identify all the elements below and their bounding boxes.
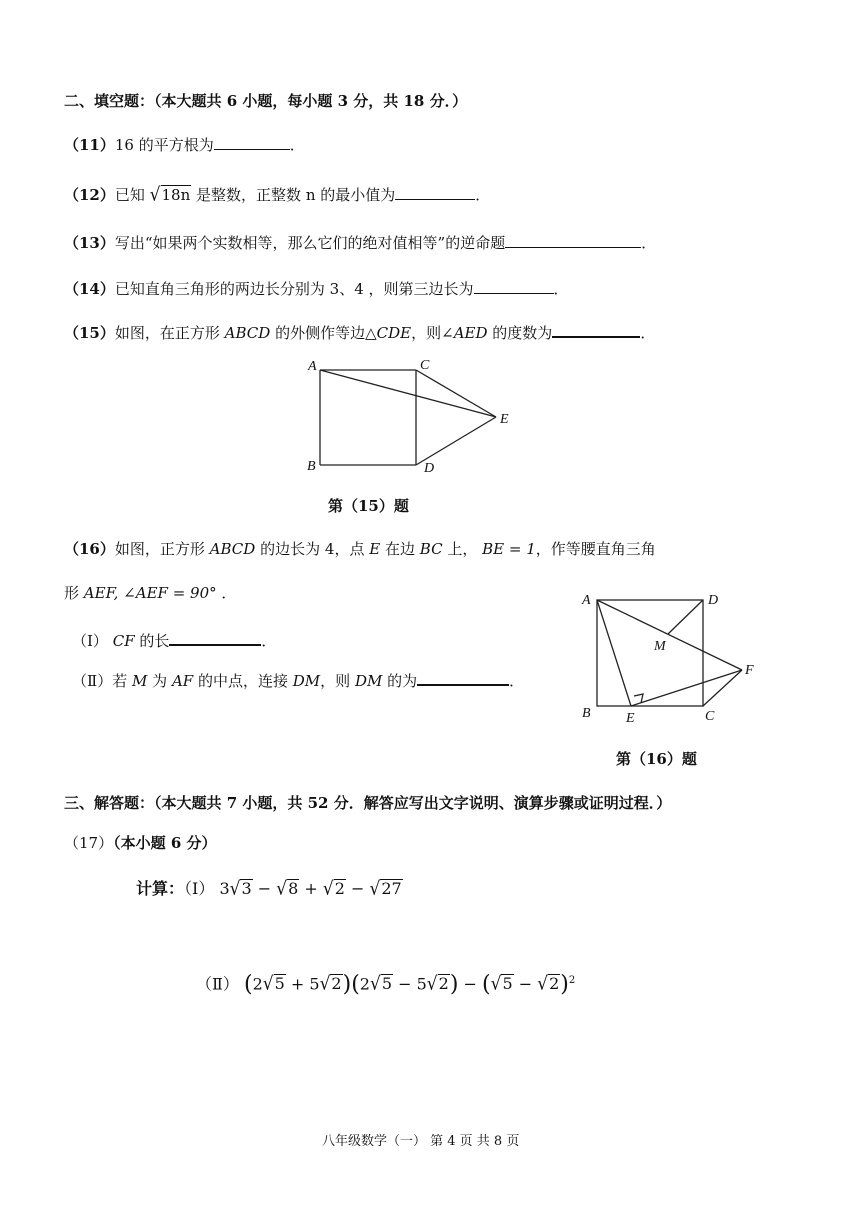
question-text: 如图，正方形	[114, 540, 205, 558]
close-paren: )	[342, 972, 352, 998]
segment-ce	[416, 370, 496, 417]
math-var: ABCD	[209, 540, 256, 558]
math-var: △CDE	[365, 324, 412, 342]
segment-de	[416, 417, 496, 465]
question-text: 若	[112, 672, 128, 690]
question-text: ，则	[411, 324, 442, 342]
coefficient: 2	[359, 974, 370, 994]
question-text: ，则	[320, 672, 351, 690]
question-text: 为	[152, 672, 168, 690]
operator: +	[304, 879, 318, 898]
label-a: A	[308, 359, 317, 374]
label-e: E	[626, 711, 635, 726]
radical-sign: √	[149, 184, 161, 206]
coefficient: 3	[219, 879, 230, 898]
operator: −	[398, 974, 412, 994]
question-text: 的中点，连接	[197, 672, 288, 690]
question-text: 上，	[447, 540, 478, 558]
question-number: （11）	[64, 136, 115, 154]
part-number: （Ⅰ）	[72, 632, 108, 650]
question-number: （12）	[64, 186, 115, 204]
sqrt-expression	[263, 973, 286, 995]
period: ．	[289, 136, 305, 154]
answer-blank[interactable]	[214, 135, 290, 150]
figure-16-diagram	[576, 586, 766, 726]
calc-label: 计算：	[136, 879, 185, 898]
page-footer: 八年级数学（一） 第 4 页 共 8 页	[322, 1134, 520, 1149]
question-text: 如图，在正方形	[114, 324, 220, 342]
question-number: （16）	[64, 540, 115, 558]
question-text: 已知	[114, 186, 145, 204]
radical-sign: √	[262, 973, 274, 996]
sqrt-expression	[150, 184, 192, 206]
coefficient: 2	[252, 974, 263, 994]
radical-sign: √	[276, 878, 288, 900]
segment-ef	[631, 670, 742, 706]
label-c: C	[420, 358, 430, 373]
question-14	[64, 278, 569, 300]
label-f: F	[745, 663, 754, 678]
math-var: CF	[112, 632, 135, 650]
question-17-part-1	[136, 878, 403, 900]
sqrt-expression	[276, 878, 299, 900]
question-text: 的度数为	[492, 324, 553, 342]
math-expression: BE = 1	[482, 540, 536, 558]
period: ．	[509, 672, 525, 690]
operator: −	[351, 879, 365, 898]
sqrt-expression	[320, 973, 343, 995]
period: ．	[553, 280, 569, 298]
operator: −	[463, 974, 477, 994]
radical-sign: √	[369, 878, 381, 900]
open-paren: (	[482, 972, 491, 998]
question-number: （13）	[64, 234, 115, 252]
question-points: （本小题 6 分）	[113, 834, 217, 852]
question-text: 的为	[387, 672, 418, 690]
radicand: 8	[288, 879, 299, 898]
label-m: M	[654, 639, 666, 654]
question-number: （14）	[64, 280, 115, 298]
math-var: M	[132, 672, 148, 690]
part-number: （Ⅱ）	[196, 974, 239, 994]
question-12	[64, 184, 490, 206]
radicand: 2	[331, 974, 342, 994]
math-var: ABCD	[224, 324, 271, 342]
answer-blank[interactable]	[169, 630, 261, 646]
label-a: A	[582, 593, 591, 608]
question-number: （15）	[64, 324, 115, 342]
question-11	[64, 134, 305, 156]
question-text: 的边长为	[260, 540, 321, 558]
answer-blank[interactable]	[395, 185, 475, 200]
section-heading-solve: 三、解答题：（本大题共 7 小题，共 52 分．解答应写出文字说明、演算步骤或证明过程．）	[64, 794, 672, 812]
radicand: 5	[274, 974, 285, 994]
question-text: 在边	[384, 540, 415, 558]
coefficient: 5	[309, 974, 320, 994]
sqrt-expression	[370, 973, 393, 995]
radicand: 5	[381, 974, 393, 994]
label-b: B	[307, 459, 316, 474]
segment-dm	[668, 600, 703, 634]
sqrt-expression	[537, 973, 560, 995]
radicand: 2	[438, 974, 449, 994]
math-var: E	[369, 540, 381, 558]
sqrt-expression	[230, 878, 253, 900]
segment-ae	[320, 370, 496, 417]
part-number: （Ⅰ）	[184, 879, 215, 898]
answer-blank[interactable]	[417, 670, 509, 686]
question-text: 16 的平方根为	[114, 136, 214, 154]
radical-sign: √	[319, 973, 331, 996]
question-13	[64, 232, 656, 254]
period: ．	[221, 584, 237, 602]
radical-sign: √	[426, 973, 438, 996]
segment-cf	[703, 670, 742, 706]
period: ．	[475, 186, 491, 204]
radicand: 2	[549, 974, 560, 994]
part-number: （Ⅱ）	[72, 672, 113, 690]
radical-sign: √	[322, 878, 334, 900]
period: ．	[640, 324, 656, 342]
radical-sign: √	[369, 973, 381, 996]
question-text: 的外侧作等边	[275, 324, 366, 342]
segment-af	[597, 600, 742, 670]
coefficient: 5	[416, 974, 427, 994]
question-16-line2	[64, 582, 236, 604]
operator: −	[518, 974, 533, 994]
question-16-line1	[64, 538, 656, 560]
close-paren: )	[560, 972, 569, 998]
operator: +	[290, 974, 305, 994]
question-16-part-1	[72, 630, 276, 652]
radicand: 2	[334, 879, 345, 898]
radical-sign: √	[537, 973, 549, 996]
exponent: 2	[568, 975, 576, 986]
answer-blank[interactable]	[552, 322, 640, 338]
question-text: 的长	[139, 632, 170, 650]
sqrt-expression	[491, 973, 514, 995]
radicand: 27	[381, 879, 402, 898]
math-var: DM	[354, 672, 383, 690]
answer-blank[interactable]	[505, 233, 641, 248]
period: ．	[261, 632, 277, 650]
question-text: 写出“如果两个实数相等，那么它们的绝对值相等”的逆命题	[114, 234, 506, 252]
radicand: 3	[241, 879, 252, 898]
question-16-part-2	[72, 670, 524, 692]
question-15	[64, 322, 655, 344]
label-d: D	[708, 593, 719, 608]
answer-blank[interactable]	[474, 279, 554, 294]
operator: −	[257, 879, 272, 898]
question-text: 形	[64, 584, 80, 602]
math-var: ∠AED	[441, 324, 488, 342]
open-paren: (	[351, 972, 360, 998]
question-text: ，点	[334, 540, 365, 558]
math-var: AF	[171, 672, 194, 690]
math-var: DM	[292, 672, 321, 690]
label-b: B	[582, 706, 591, 721]
math-value: 4	[324, 540, 335, 558]
close-paren: )	[449, 972, 459, 998]
label-c: C	[705, 709, 715, 724]
question-text: 已知直角三角形的两边长分别为 3、4 ，则第三边长为	[114, 280, 474, 298]
figure-15-diagram	[298, 355, 528, 480]
figure-16-caption: 第（16）题	[616, 750, 697, 768]
right-angle-mark	[634, 694, 643, 703]
question-text: ，作等腰直角三角	[535, 540, 656, 558]
question-text: 是整数，正整数 n 的最小值为	[196, 186, 396, 204]
label-e: E	[500, 412, 509, 427]
sqrt-expression	[370, 878, 403, 900]
question-number: （17）	[64, 834, 114, 852]
question-17-header	[64, 832, 216, 854]
radical-sign: √	[229, 878, 241, 900]
math-var: BC	[419, 540, 443, 558]
figure-15-caption: 第（15）题	[328, 497, 409, 515]
question-17-part-2	[196, 970, 575, 996]
open-paren: (	[243, 972, 253, 998]
period: ．	[641, 234, 657, 252]
math-expression: AEF, ∠AEF = 90°	[83, 584, 217, 602]
radicand: 18n	[161, 186, 191, 204]
radical-sign: √	[490, 973, 502, 996]
label-d: D	[424, 461, 435, 476]
sqrt-expression	[323, 878, 346, 900]
sqrt-expression	[427, 973, 450, 995]
section-heading-fill-in: 二、填空题：（本大题共 6 小题，每小题 3 分，共 18 分．）	[64, 92, 468, 110]
radicand: 5	[502, 974, 513, 994]
segment-ae	[597, 600, 631, 706]
